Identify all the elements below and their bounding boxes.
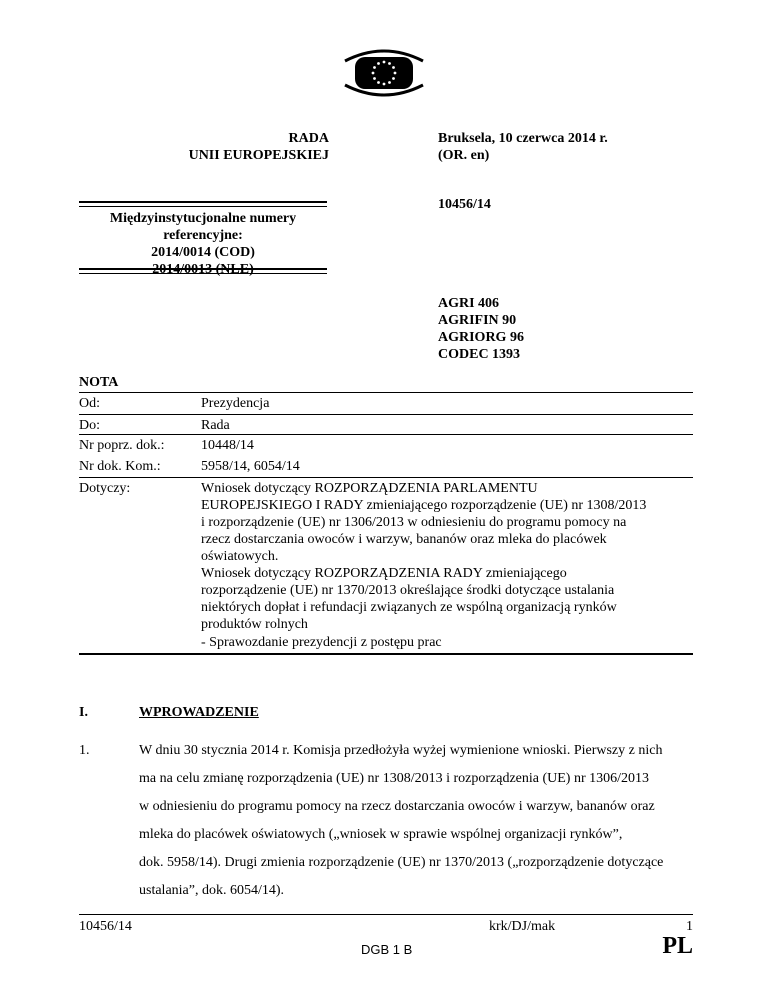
footer-rule <box>79 914 693 915</box>
to-label: Do: <box>79 418 100 433</box>
references-label-line-1: Międzyinstytucjonalne numery <box>109 211 297 226</box>
reference-top-rule <box>79 201 327 207</box>
institution-line-1: RADA <box>288 131 329 146</box>
from-value: Prezydencja <box>201 396 270 411</box>
subject-line: EUROPEJSKIEGO I RADY zmieniającego rozporządzenie (UE) nr 1308/2013 <box>201 498 647 513</box>
paragraph-line: ma na celu zmianę rozporządzenia (UE) nr 1308/2013 i rozporządzenia (UE) nr 1306/2013 <box>139 771 650 786</box>
subject-line: oświatowych. <box>201 549 279 564</box>
footer-doc-number: 10456/14 <box>79 919 132 934</box>
institution-name <box>100 130 329 164</box>
eu-council-logo <box>337 45 431 101</box>
subject-line: Wniosek dotyczący ROZPORZĄDZENIA RADY zmieniającego <box>201 566 567 581</box>
subject-paragraph-2 <box>201 565 701 633</box>
paragraph-number: 1. <box>79 743 90 758</box>
commission-doc-value: 5958/14, 6054/14 <box>201 459 300 474</box>
place-date-block <box>438 130 608 164</box>
place-date: Bruksela, 10 czerwca 2014 r. <box>438 131 608 146</box>
code-item: AGRIFIN 90 <box>438 313 517 328</box>
to-value: Rada <box>201 418 230 433</box>
note-top-rule <box>79 392 693 393</box>
previous-doc-value: 10448/14 <box>201 438 254 453</box>
references-label-line-2: referencyjne: <box>163 228 243 243</box>
footer-initials: krk/DJ/mak <box>489 919 556 934</box>
original-language: (OR. en) <box>438 148 490 163</box>
footer-language: PL <box>662 933 693 959</box>
code-item: AGRI 406 <box>438 296 500 311</box>
subject-line: Wniosek dotyczący ROZPORZĄDZENIA PARLAMENTU <box>201 481 538 496</box>
section-heading: WPROWADZENIE <box>139 705 259 720</box>
code-item: CODEC 1393 <box>438 347 521 362</box>
footer-page-number: 1 <box>686 919 693 934</box>
subject-line: niektórych dopłat i refundacji związanych ze wspólną organizacją rynków <box>201 600 617 615</box>
reference-bottom-rule <box>79 268 327 274</box>
row-divider <box>79 434 693 435</box>
note-bottom-rule <box>79 653 693 655</box>
paragraph-line: w odniesieniu do programu pomocy na rzecz dostarczania owoców i warzyw, bananów oraz <box>139 799 655 814</box>
subject-line: rozporządzenie (UE) nr 1370/2013 określające środki dotyczące ustalania <box>201 583 615 598</box>
note-title: NOTA <box>79 375 119 390</box>
document-number: 10456/14 <box>438 197 491 212</box>
paragraph-line: mleka do placówek oświatowych („wniosek w sprawie wspólnej organizacji rynków”, <box>139 827 623 842</box>
commission-doc-label: Nr dok. Kom.: <box>79 459 161 474</box>
subject-paragraph-1 <box>201 480 701 565</box>
subject-line: rzecz dostarczania owoców i warzyw, bananów oraz mleka do placówek <box>201 532 607 547</box>
reference-cod: 2014/0014 (COD) <box>151 245 255 260</box>
row-divider <box>79 477 693 478</box>
institution-line-2: UNII EUROPEJSKIEJ <box>188 148 329 163</box>
footer-directorate: DGB 1 B <box>361 942 413 957</box>
from-label: Od: <box>79 396 100 411</box>
code-item: AGRIORG 96 <box>438 330 524 345</box>
paragraph-body <box>139 737 699 905</box>
subject-line: produktów rolnych <box>201 617 308 632</box>
subject-paragraph-3: - Sprawozdanie prezydencji z postępu prac <box>201 635 442 650</box>
subject-line: i rozporządzenie (UE) nr 1306/2013 w odniesieniu do programu pomocy na <box>201 515 627 530</box>
paragraph-line: dok. 5958/14). Drugi zmienia rozporządzenie (UE) nr 1370/2013 („rozporządzenie dotyczące <box>139 855 664 870</box>
row-divider <box>79 414 693 415</box>
paragraph-line: ustalania”, dok. 6054/14). <box>139 883 285 898</box>
previous-doc-label: Nr poprz. dok.: <box>79 438 165 453</box>
subject-label: Dotyczy: <box>79 481 131 496</box>
reference-nle: 2014/0013 (NLE) <box>152 262 254 277</box>
section-numeral: I. <box>79 705 88 720</box>
paragraph-line: W dniu 30 stycznia 2014 r. Komisja przedłożyła wyżej wymienione wnioski. Pierwszy z nich <box>139 743 663 758</box>
subject-codes <box>438 295 524 363</box>
